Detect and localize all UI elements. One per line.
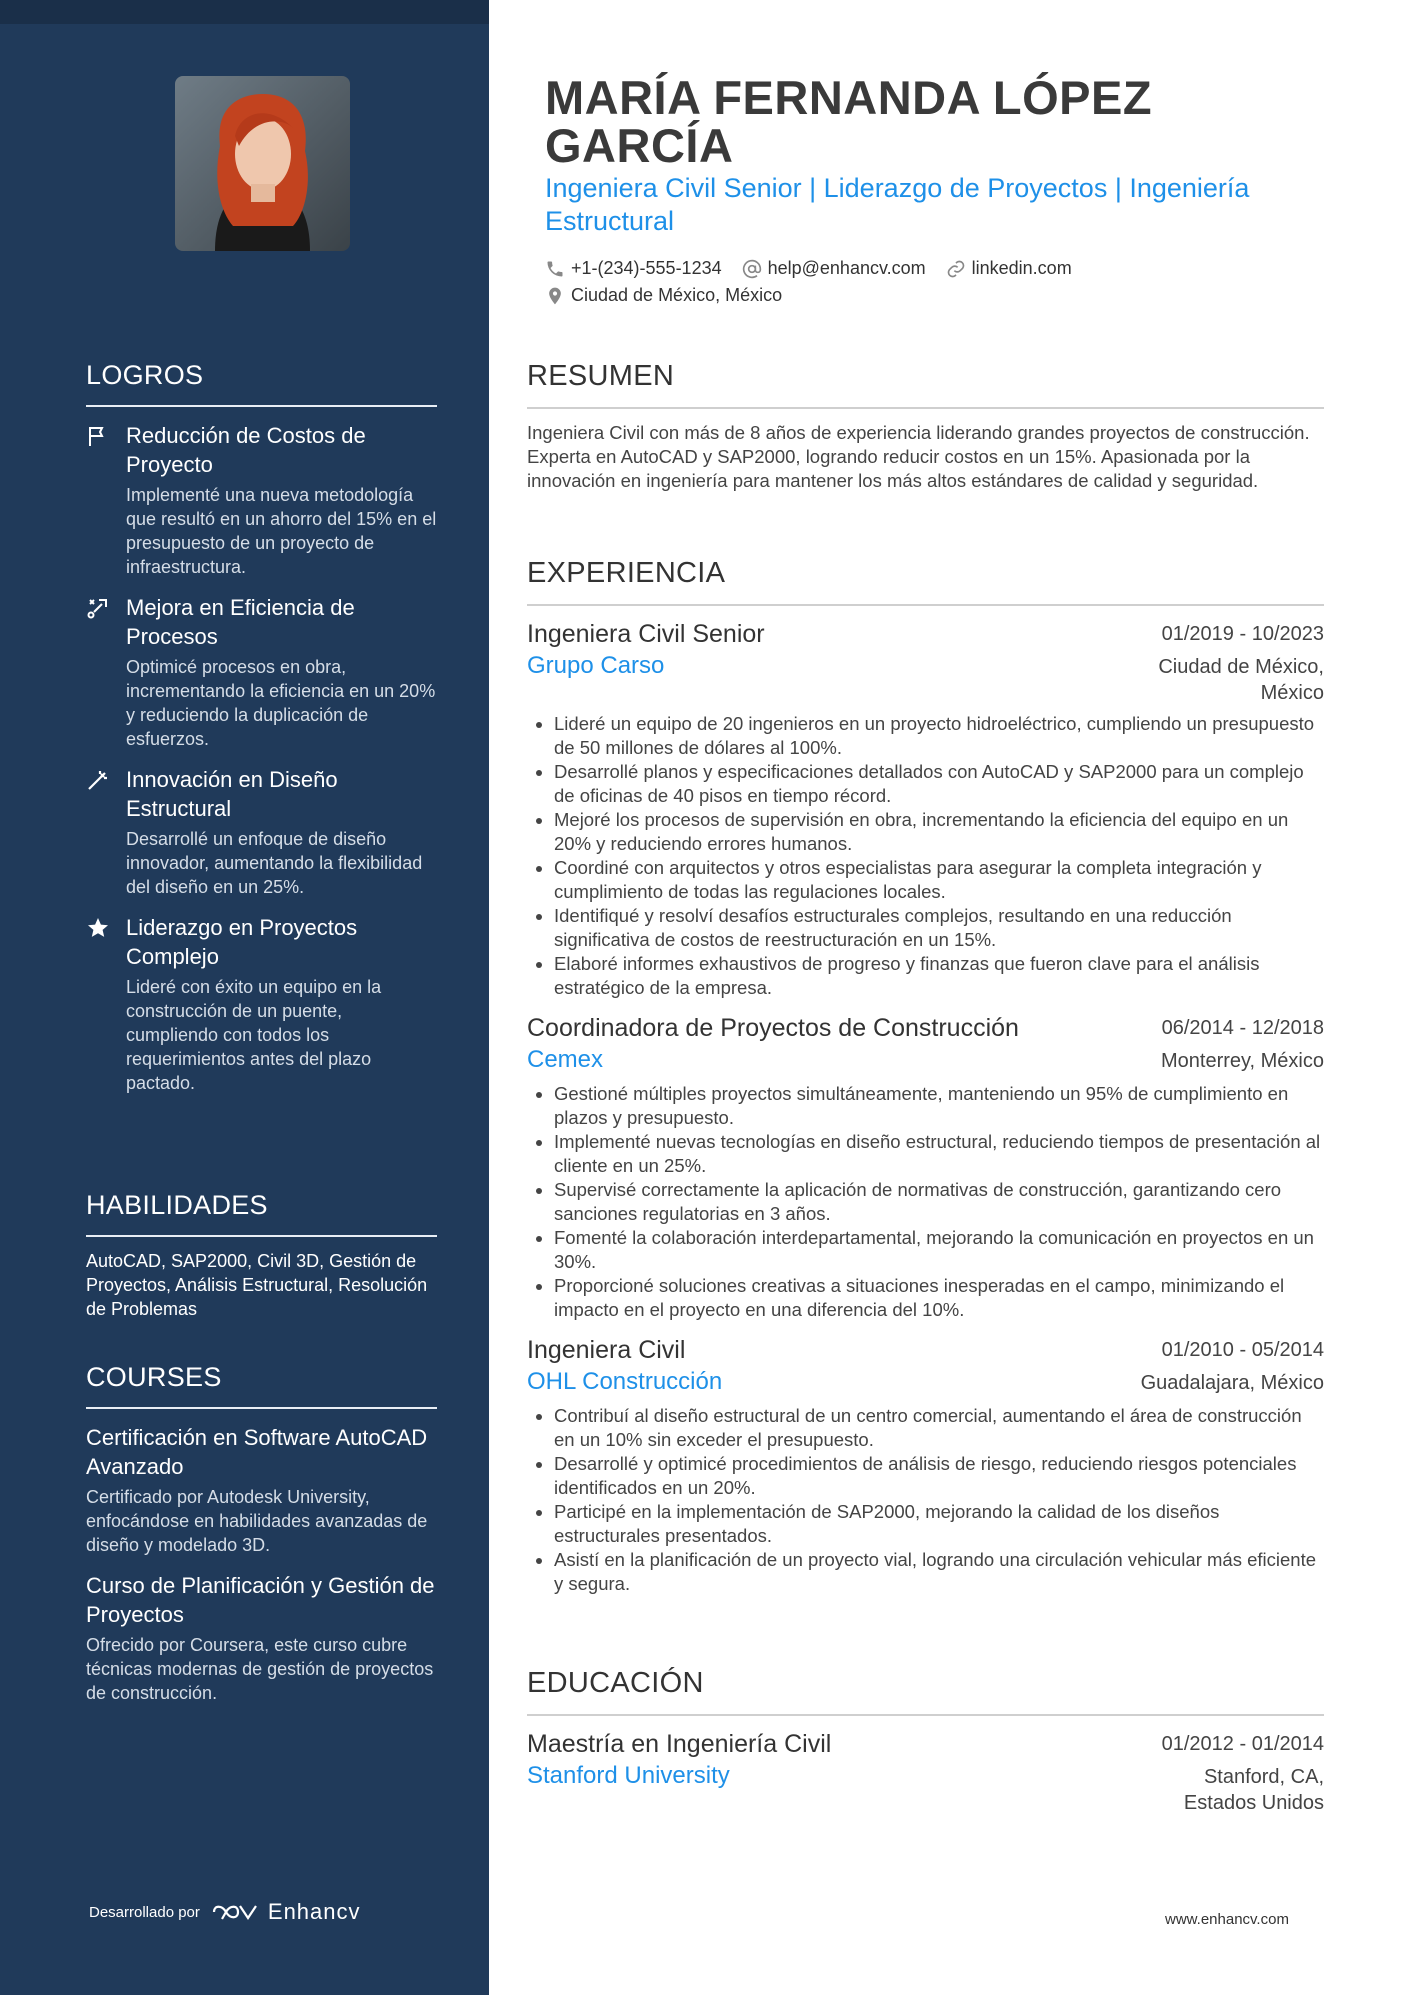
bullet-item: • Fomenté la colaboración interdepartamental, mejorando la comunicación en proyectos en un 30%. [554,1226,1324,1274]
sidebar [0,0,489,1995]
job-date: 01/2010 - 05/2014 [1161,1339,1324,1361]
educacion-section [527,1667,1324,1816]
achievement-title: Mejora en Eficiencia de Procesos [126,595,355,649]
job-company: OHL Construcción [527,1368,723,1395]
job-title: Ingeniera Civil [527,1336,686,1364]
job-company: Cemex [527,1046,604,1073]
achievement-item [86,593,437,751]
logros-section [86,360,437,1095]
location-text: Ciudad de México, México [571,285,783,305]
job-location: Monterrey, México [1160,1050,1324,1072]
powered-by-label: Desarrollado por [89,1903,200,1921]
job-bullets [527,712,1324,1000]
courses-section [86,1362,437,1705]
logros-title: LOGROS [86,360,437,407]
habilidades-title: HABILIDADES [86,1190,437,1237]
job-bullets [527,1404,1324,1596]
candidate-name: MARÍA FERNANDA LÓPEZ GARCÍA [545,71,1153,172]
experiencia-section [527,557,1324,1596]
enhancv-logo-icon [210,1900,258,1924]
bullet-item: • Desarrollé y optimicé procedimientos de análisis de riesgo, reduciendo riesgos potenciales identificados en un 20%. [554,1452,1324,1500]
job-date: 06/2014 - 12/2018 [1161,1017,1324,1039]
course-title: Curso de Planificación y Gestión de Proyectos [86,1573,435,1627]
job-entry [527,1334,1324,1596]
phone-contact[interactable] [545,258,722,279]
bullet-item: • Proporcioné soluciones creativas a situaciones inesperadas en el campo, minimizando el impacto en el proyecto en una diferencia del 10%. [554,1274,1324,1322]
phone-icon [545,259,565,279]
course-desc: Certificado por Autodesk University, enfocándose en habilidades avanzadas de diseño y modelado 3D. [86,1487,428,1555]
star-icon [86,916,110,940]
course-desc: Ofrecido por Coursera, este curso cubre técnicas modernas de gestión de proyectos de construcción. [86,1635,434,1703]
bullet-item: • Desarrollé planos y especificaciones detallados con AutoCAD y SAP2000 para un complejo de oficinas de 40 pisos en tiempo récord. [554,760,1324,808]
school-name: Stanford University [527,1762,730,1789]
educacion-title: EDUCACIÓN [527,1667,1324,1716]
achievement-desc: Lideré con éxito un equipo en la construcción de un puente, cumpliendo con todos los requerimientos antes del plazo pactado. [126,977,382,1093]
education-date: 01/2012 - 01/2014 [1161,1733,1324,1755]
achievement-item [86,765,437,899]
linkedin-text: linkedin.com [971,258,1072,278]
bullet-item: • Asistí en la planificación de un proyecto vial, logrando una circulación vehicular más eficiente y segura. [554,1548,1324,1596]
email-contact[interactable] [742,258,926,279]
achievement-item [86,913,437,1095]
bullet-item: • Identifiqué y resolví desafíos estructurales complejos, resultando en una reducción significativa de costos de reestructuración en un 15%. [554,904,1324,952]
job-entry [527,618,1324,1000]
contact-row-1 [545,258,1092,279]
bullet-item: • Contribuí al diseño estructural de un centro comercial, aumentando el área de construcción en un 10% sin exceder el presupuesto. [554,1404,1324,1452]
summary-text: Ingeniera Civil con más de 8 años de experiencia liderando grandes proyectos de construcción. Experta en AutoCAD y SAP2000, logrando reducir costos en un 15%. Apasionada por la innovación en ingeniería para mantener los más altos estándares de calidad y seguridad. [527,422,1310,491]
job-company: Grupo Carso [527,652,665,679]
bullet-item: • Supervisé correctamente la aplicación de normativas de construcción, garantizando cero sanciones regulatorias en 3 años. [554,1178,1324,1226]
resumen-title: RESUMEN [527,360,1324,409]
achievement-desc: Desarrollé un enfoque de diseño innovador, aumentando la flexibilidad del diseño en un 25%. [126,829,423,897]
job-location: Guadalajara, México [1140,1372,1324,1394]
habilidades-section [86,1190,437,1321]
school-location: Stanford, CA, Estados Unidos [1183,1766,1324,1814]
bullet-item: • Lideré un equipo de 20 ingenieros en un proyecto hidroeléctrico, cumpliendo un presupuesto de 50 millones de dólares al 100%. [554,712,1324,760]
linkedin-contact[interactable] [946,258,1072,279]
magic-wand-icon [86,768,110,792]
achievement-title: Innovación en Diseño Estructural [126,767,338,821]
achievement-desc: Implementé una nueva metodología que resultó en un ahorro del 15% en el presupuesto de un proyecto de infraestructura. [126,485,437,577]
achievement-desc: Optimicé procesos en obra, incrementando la eficiencia en un 20% y reduciendo la duplicación de esfuerzos. [126,657,436,749]
job-date: 01/2019 - 10/2023 [1161,623,1324,645]
candidate-headline: Ingeniera Civil Senior | Liderazgo de Proyectos | Ingeniería Estructural [545,173,1250,236]
footer-url[interactable]: www.enhancv.com [1165,1911,1289,1928]
sidebar-top-strip [0,0,489,24]
achievement-title: Reducción de Costos de Proyecto [126,423,366,477]
bullet-item: • Elaboré informes exhaustivos de progreso y finanzas que fueron clave para el análisis estratégico de la empresa. [554,952,1324,1000]
bullet-item: • Gestioné múltiples proyectos simultáneamente, manteniendo un 95% de cumplimiento en plazos y presupuesto. [554,1082,1324,1130]
phone-text: +1-(234)-555-1234 [571,258,722,278]
job-title: Ingeniera Civil Senior [527,620,765,648]
course-item [86,1571,437,1705]
degree-title: Maestría en Ingeniería Civil [527,1730,832,1758]
route-icon [86,596,110,620]
course-title: Certificación en Software AutoCAD Avanzado [86,1425,428,1479]
courses-title: COURSES [86,1362,437,1409]
location-contact [545,285,782,306]
achievement-item [86,421,437,579]
location-pin-icon [545,286,565,306]
email-text: help@enhancv.com [767,258,926,278]
resumen-section [527,360,1324,493]
profile-photo [175,76,350,251]
experiencia-title: EXPERIENCIA [527,557,1324,606]
education-entry [527,1728,1324,1816]
job-location: Ciudad de México, México [1158,656,1324,704]
skills-list: AutoCAD, SAP2000, Civil 3D, Gestión de Proyectos, Análisis Estructural, Resolución de Problemas [86,1251,428,1319]
achievement-title: Liderazgo en Proyectos Complejo [126,915,358,969]
contact-row-2 [545,285,802,306]
powered-by [89,1899,361,1925]
bullet-item: • Coordiné con arquitectos y otros especialistas para asegurar la completa integración y cumplimiento de todas las regulaciones locales. [554,856,1324,904]
link-icon [946,259,966,279]
bullet-item: • Mejoré los procesos de supervisión en obra, incrementando la eficiencia del equipo en un 20% y reduciendo errores humanos. [554,808,1324,856]
bullet-item: • Participé en la implementación de SAP2000, mejorando la calidad de los diseños estructurales presentados. [554,1500,1324,1548]
enhancv-brand: Enhancv [267,1899,361,1924]
flag-icon [86,424,110,448]
job-bullets [527,1082,1324,1322]
job-entry [527,1012,1324,1322]
bullet-item: • Implementé nuevas tecnologías en diseño estructural, reduciendo tiempos de presentación al cliente en un 25%. [554,1130,1324,1178]
job-title: Coordinadora de Proyectos de Construcción [527,1014,1019,1042]
at-icon [742,259,762,279]
course-item [86,1423,437,1557]
